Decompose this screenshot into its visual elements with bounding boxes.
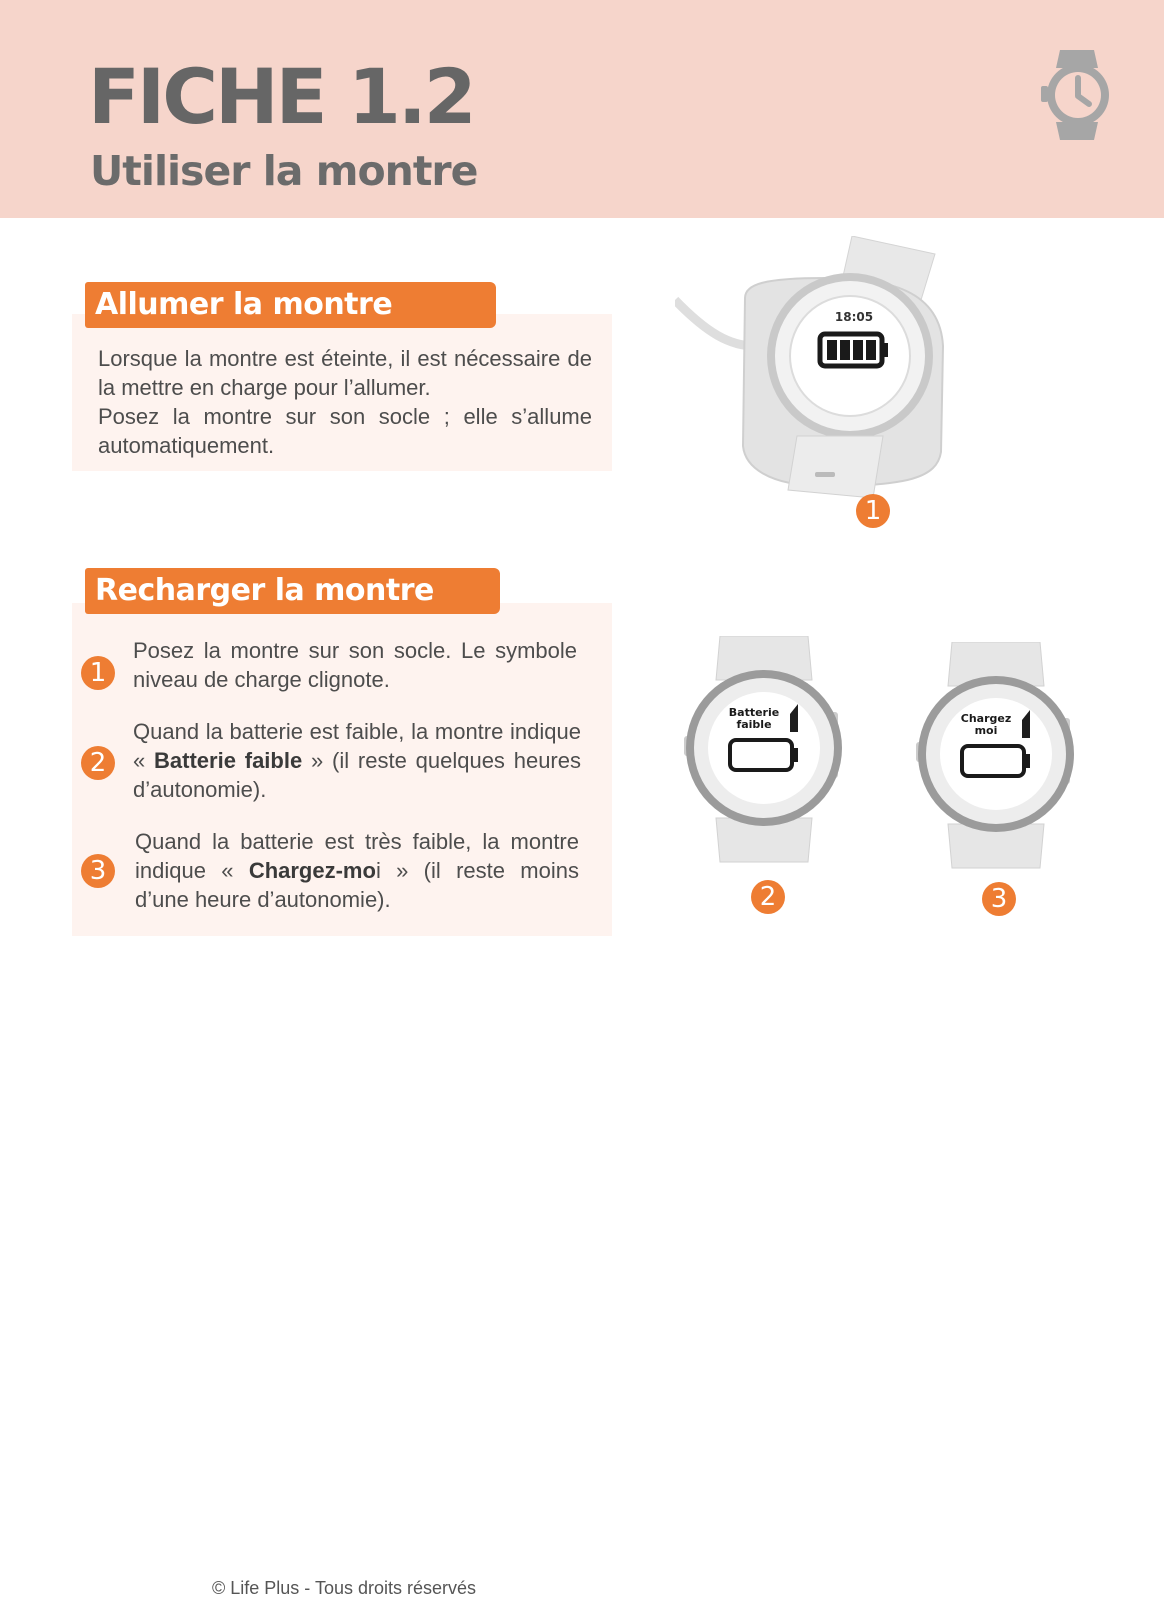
page-title: FICHE 1.2 <box>88 52 474 141</box>
step-3-bold: Chargez-mo <box>248 858 376 883</box>
watch-low-battery-illustration <box>680 636 850 866</box>
section-on-title: Allumer la montre <box>85 282 496 328</box>
figure-badge-3: 3 <box>982 882 1016 916</box>
charger-screen-time: 18:05 <box>834 310 874 324</box>
step-1-text: Posez la montre sur son socle. Le symbole niveau de charge clignote. <box>133 638 577 692</box>
page-subtitle: Utiliser la montre <box>90 147 478 195</box>
step-2-text: Quand la batterie est faible, la montre indique « Batterie faible » (il reste quelques heures d’autonomie). <box>133 719 581 802</box>
figure-badge-1: 1 <box>856 494 890 528</box>
low-screen-line1: Batterie <box>728 706 780 719</box>
very-low-screen-line1: Chargez <box>960 712 1012 725</box>
step-2-bold: Batterie faible <box>154 748 303 773</box>
step-badge-3: 3 <box>81 854 115 888</box>
step-3-text: Quand la batterie est très faible, la montre indique « Chargez-moi » (il reste moins d’une heure d’autonomie). <box>135 829 579 912</box>
watch-on-charger-illustration <box>675 236 975 536</box>
watch-clock-icon <box>1040 46 1114 144</box>
figure-badge-2: 2 <box>751 880 785 914</box>
step-badge-1: 1 <box>81 656 115 690</box>
section-on-paragraph-1: Lorsque la montre est éteinte, il est nécessaire de la mettre en charge pour l’allumer. <box>98 346 592 400</box>
section-charge-title: Recharger la montre <box>85 568 500 614</box>
low-screen-line2: faible <box>736 718 772 731</box>
section-on-paragraph-2: Posez la montre sur son socle ; elle s’allume automatiquement. <box>98 404 592 458</box>
step-badge-2: 2 <box>81 746 115 780</box>
footer-copyright: © Life Plus - Tous droits réservés <box>212 1578 477 1598</box>
very-low-screen-line2: moi <box>974 724 998 737</box>
page-header <box>0 0 1164 218</box>
watch-very-low-battery-illustration <box>912 642 1082 872</box>
